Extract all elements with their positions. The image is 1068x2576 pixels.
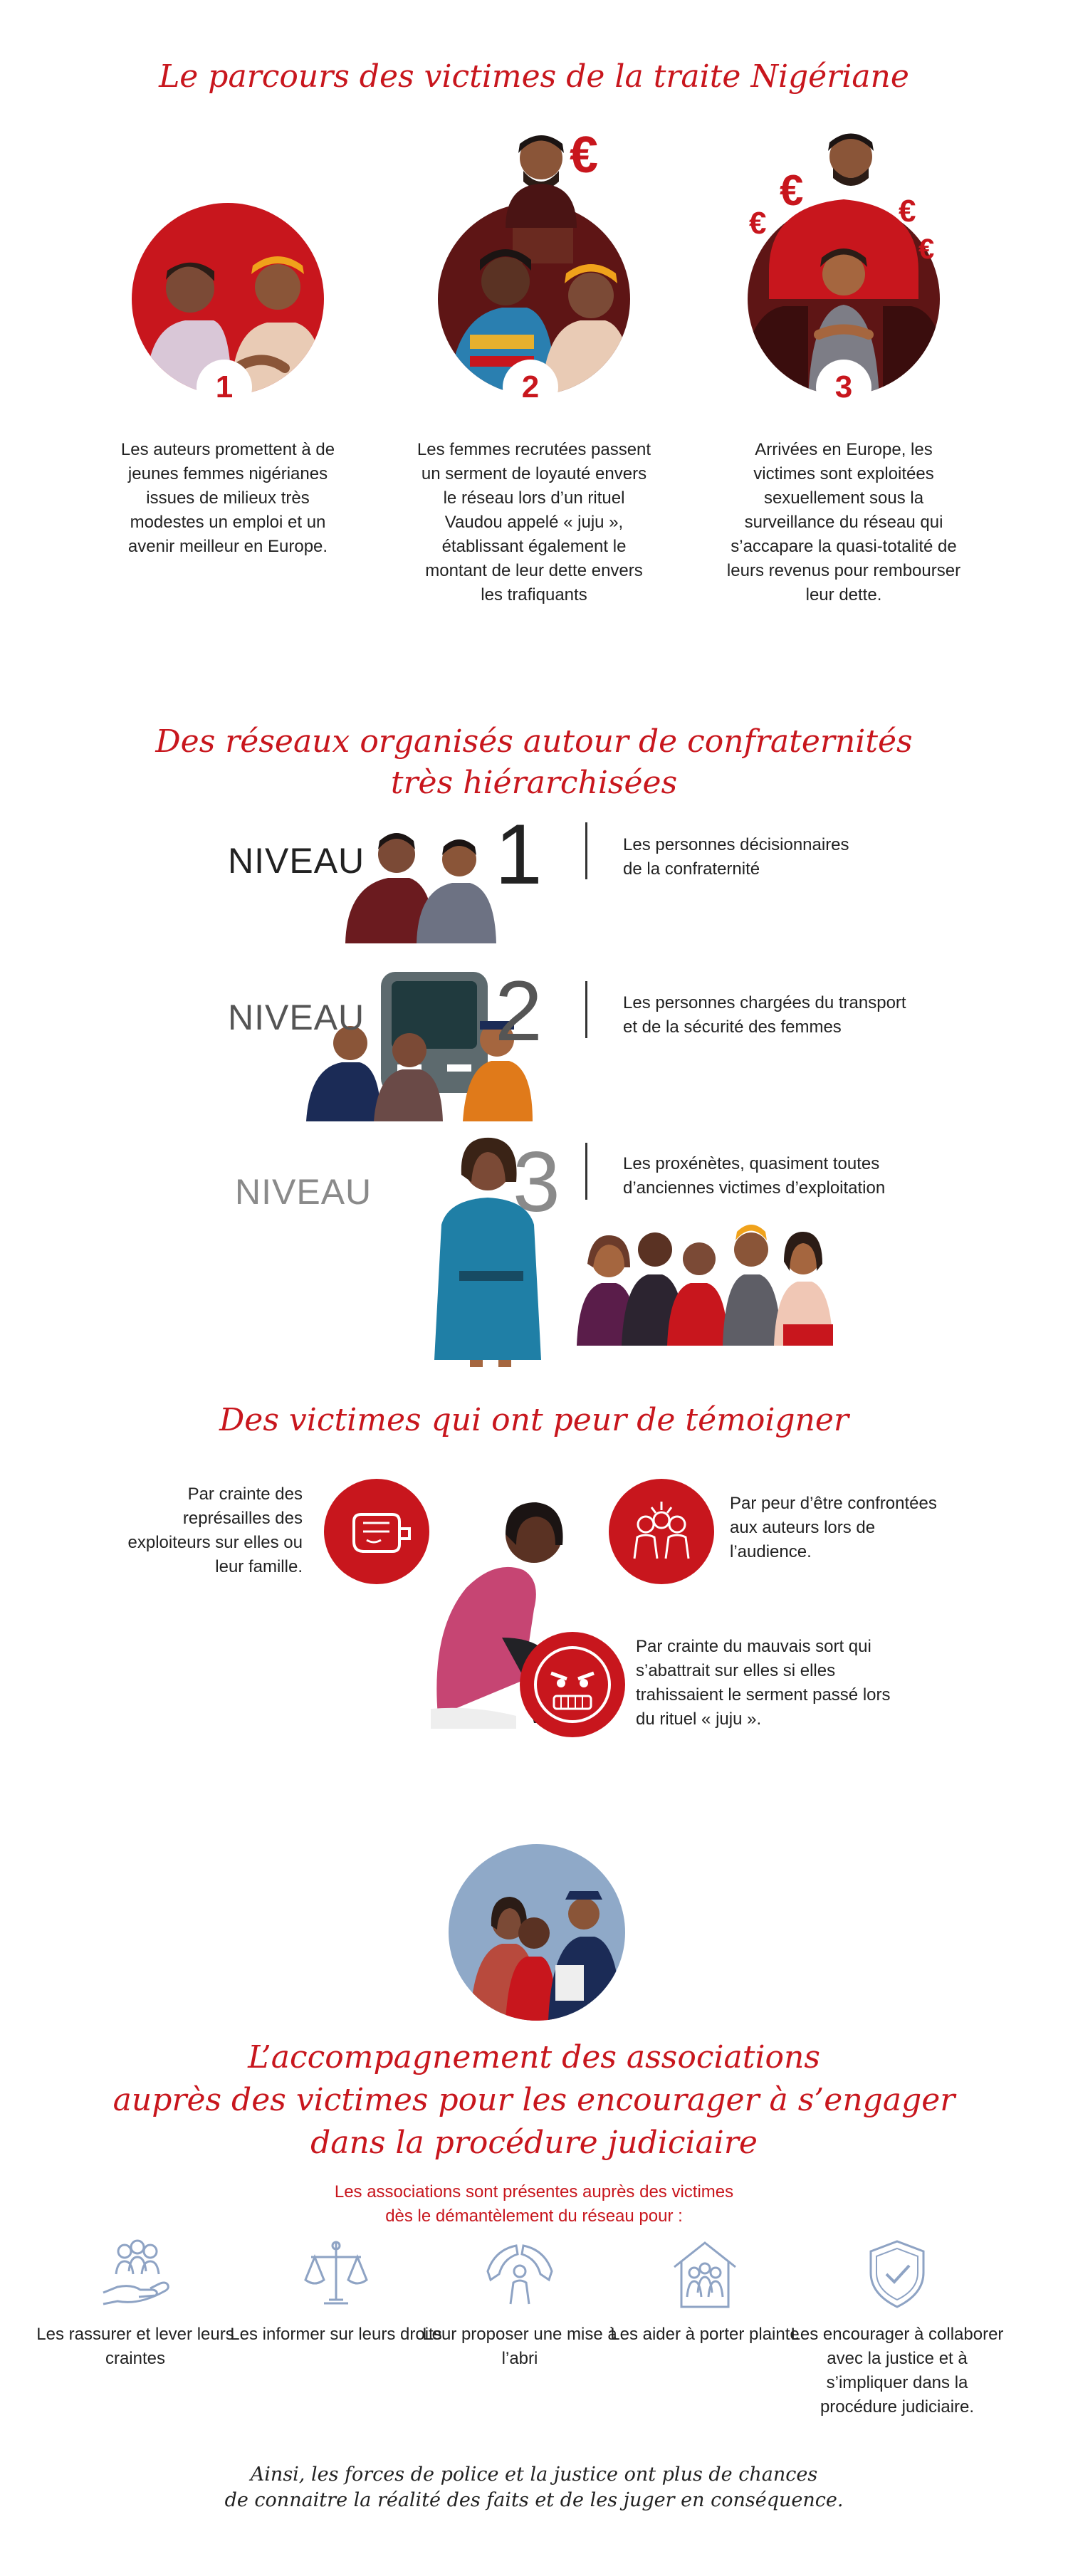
section1-title: Le parcours des victimes de la traite Nigériane <box>159 58 909 95</box>
police-victims-illustration <box>449 1844 625 2021</box>
fear1-text: Par crainte des représailles des exploiteurs sur elles ou leur famille. <box>127 1485 303 1576</box>
level2-label: NIVEAU <box>228 998 365 1037</box>
section3-title: Des victimes qui ont peur de témoigner <box>219 1402 849 1438</box>
confrontation-icon <box>609 1479 714 1584</box>
fear3-text: Par crainte du mauvais sort qui s’abattrait sur elles si elles trahissaient le serment passé lors du rituel « juju ». <box>636 1637 891 1729</box>
action-shelter-text: Leur proposer une mise à l’abri <box>422 2325 617 2368</box>
angry-mask-icon <box>520 1632 625 1737</box>
scales-icon <box>297 2236 375 2314</box>
level2-number: 2 <box>495 963 543 1059</box>
fear2-text: Par peur d’être confrontées aux auteurs lors de l’audience. <box>730 1494 937 1561</box>
step1-text: Les auteurs promettent à de jeunes femmes nigérianes issues de milieux très modestes un emploi et un avenir meilleur en Europe. <box>120 440 335 556</box>
action-reassure-text: Les rassurer et lever leurs craintes <box>36 2325 234 2368</box>
step3-text: Arrivées en Europe, les victimes sont exploitées sexuellement sous la surveillance du réseau qui s’accapare la quasi-totalité de leurs revenus pour rembourser leur dette. <box>726 440 961 604</box>
step2-number: 2 <box>503 360 558 415</box>
step3-number: 3 <box>816 360 871 415</box>
section4-title-line2: auprès des victimes pour les encourager à s’engager <box>112 2082 956 2118</box>
action-inform-text: Les informer sur leurs droits <box>230 2325 442 2344</box>
people-in-hand-icon <box>96 2236 174 2314</box>
level1-description: Les personnes décisionnaires de la confraternité <box>623 835 849 879</box>
section4-subtitle: Les associations sont présentes auprès des victimes dès le démantèlement du réseau pour : <box>334 2182 734 2226</box>
level1-number: 1 <box>495 807 543 902</box>
step2-text: Les femmes recrutées passent un serment de loyauté envers le réseau lors d’un rituel Vaudou appelé « juju », établissant également le montant de leur dette envers les trafiquants <box>417 440 651 604</box>
step1-number: 1 <box>197 360 252 415</box>
house-people-icon <box>666 2236 744 2314</box>
euro-icon: € <box>899 194 916 229</box>
action-encourage-text: Les encourager à collaborer avec la justice et à s’impliquer dans la procédure judiciaire. <box>790 2325 1004 2417</box>
section4-title-line1: L’accompagnement des associations <box>248 2039 820 2075</box>
fist-icon <box>324 1479 429 1584</box>
angry-mask-icon-disc <box>520 1632 625 1737</box>
section2-title-line2: très hiérarchisées <box>390 765 678 801</box>
euro-icon: € <box>780 167 804 214</box>
conclusion-text: Ainsi, les forces de police et la justice ont plus de chances de connaitre la réalité des faits et de les juger en conséquence. <box>224 2464 844 2511</box>
level3-description: Les proxénètes, quasiment toutes d’anciennes victimes d’exploitation <box>623 1154 886 1198</box>
confrontation-icon-disc <box>609 1479 714 1584</box>
action-complaint-text: Les aider à porter plainte <box>610 2325 800 2344</box>
level3-number: 3 <box>513 1134 560 1230</box>
level1-label: NIVEAU <box>228 841 365 881</box>
level2-description: Les personnes chargées du transport et de la sécurité des femmes <box>623 993 906 1037</box>
level3-label: NIVEAU <box>235 1172 372 1212</box>
fist-icon-disc <box>324 1479 429 1584</box>
euro-icon: € <box>918 234 935 265</box>
euro-icon: € <box>749 206 767 241</box>
euro-icon: € <box>570 127 599 184</box>
sheltering-hands-icon <box>481 2236 559 2314</box>
shield-check-icon <box>858 2236 936 2314</box>
section4-title-line3: dans la procédure judiciaire <box>310 2125 758 2161</box>
section2-title-line1: Des réseaux organisés autour de confraternités <box>155 723 913 760</box>
